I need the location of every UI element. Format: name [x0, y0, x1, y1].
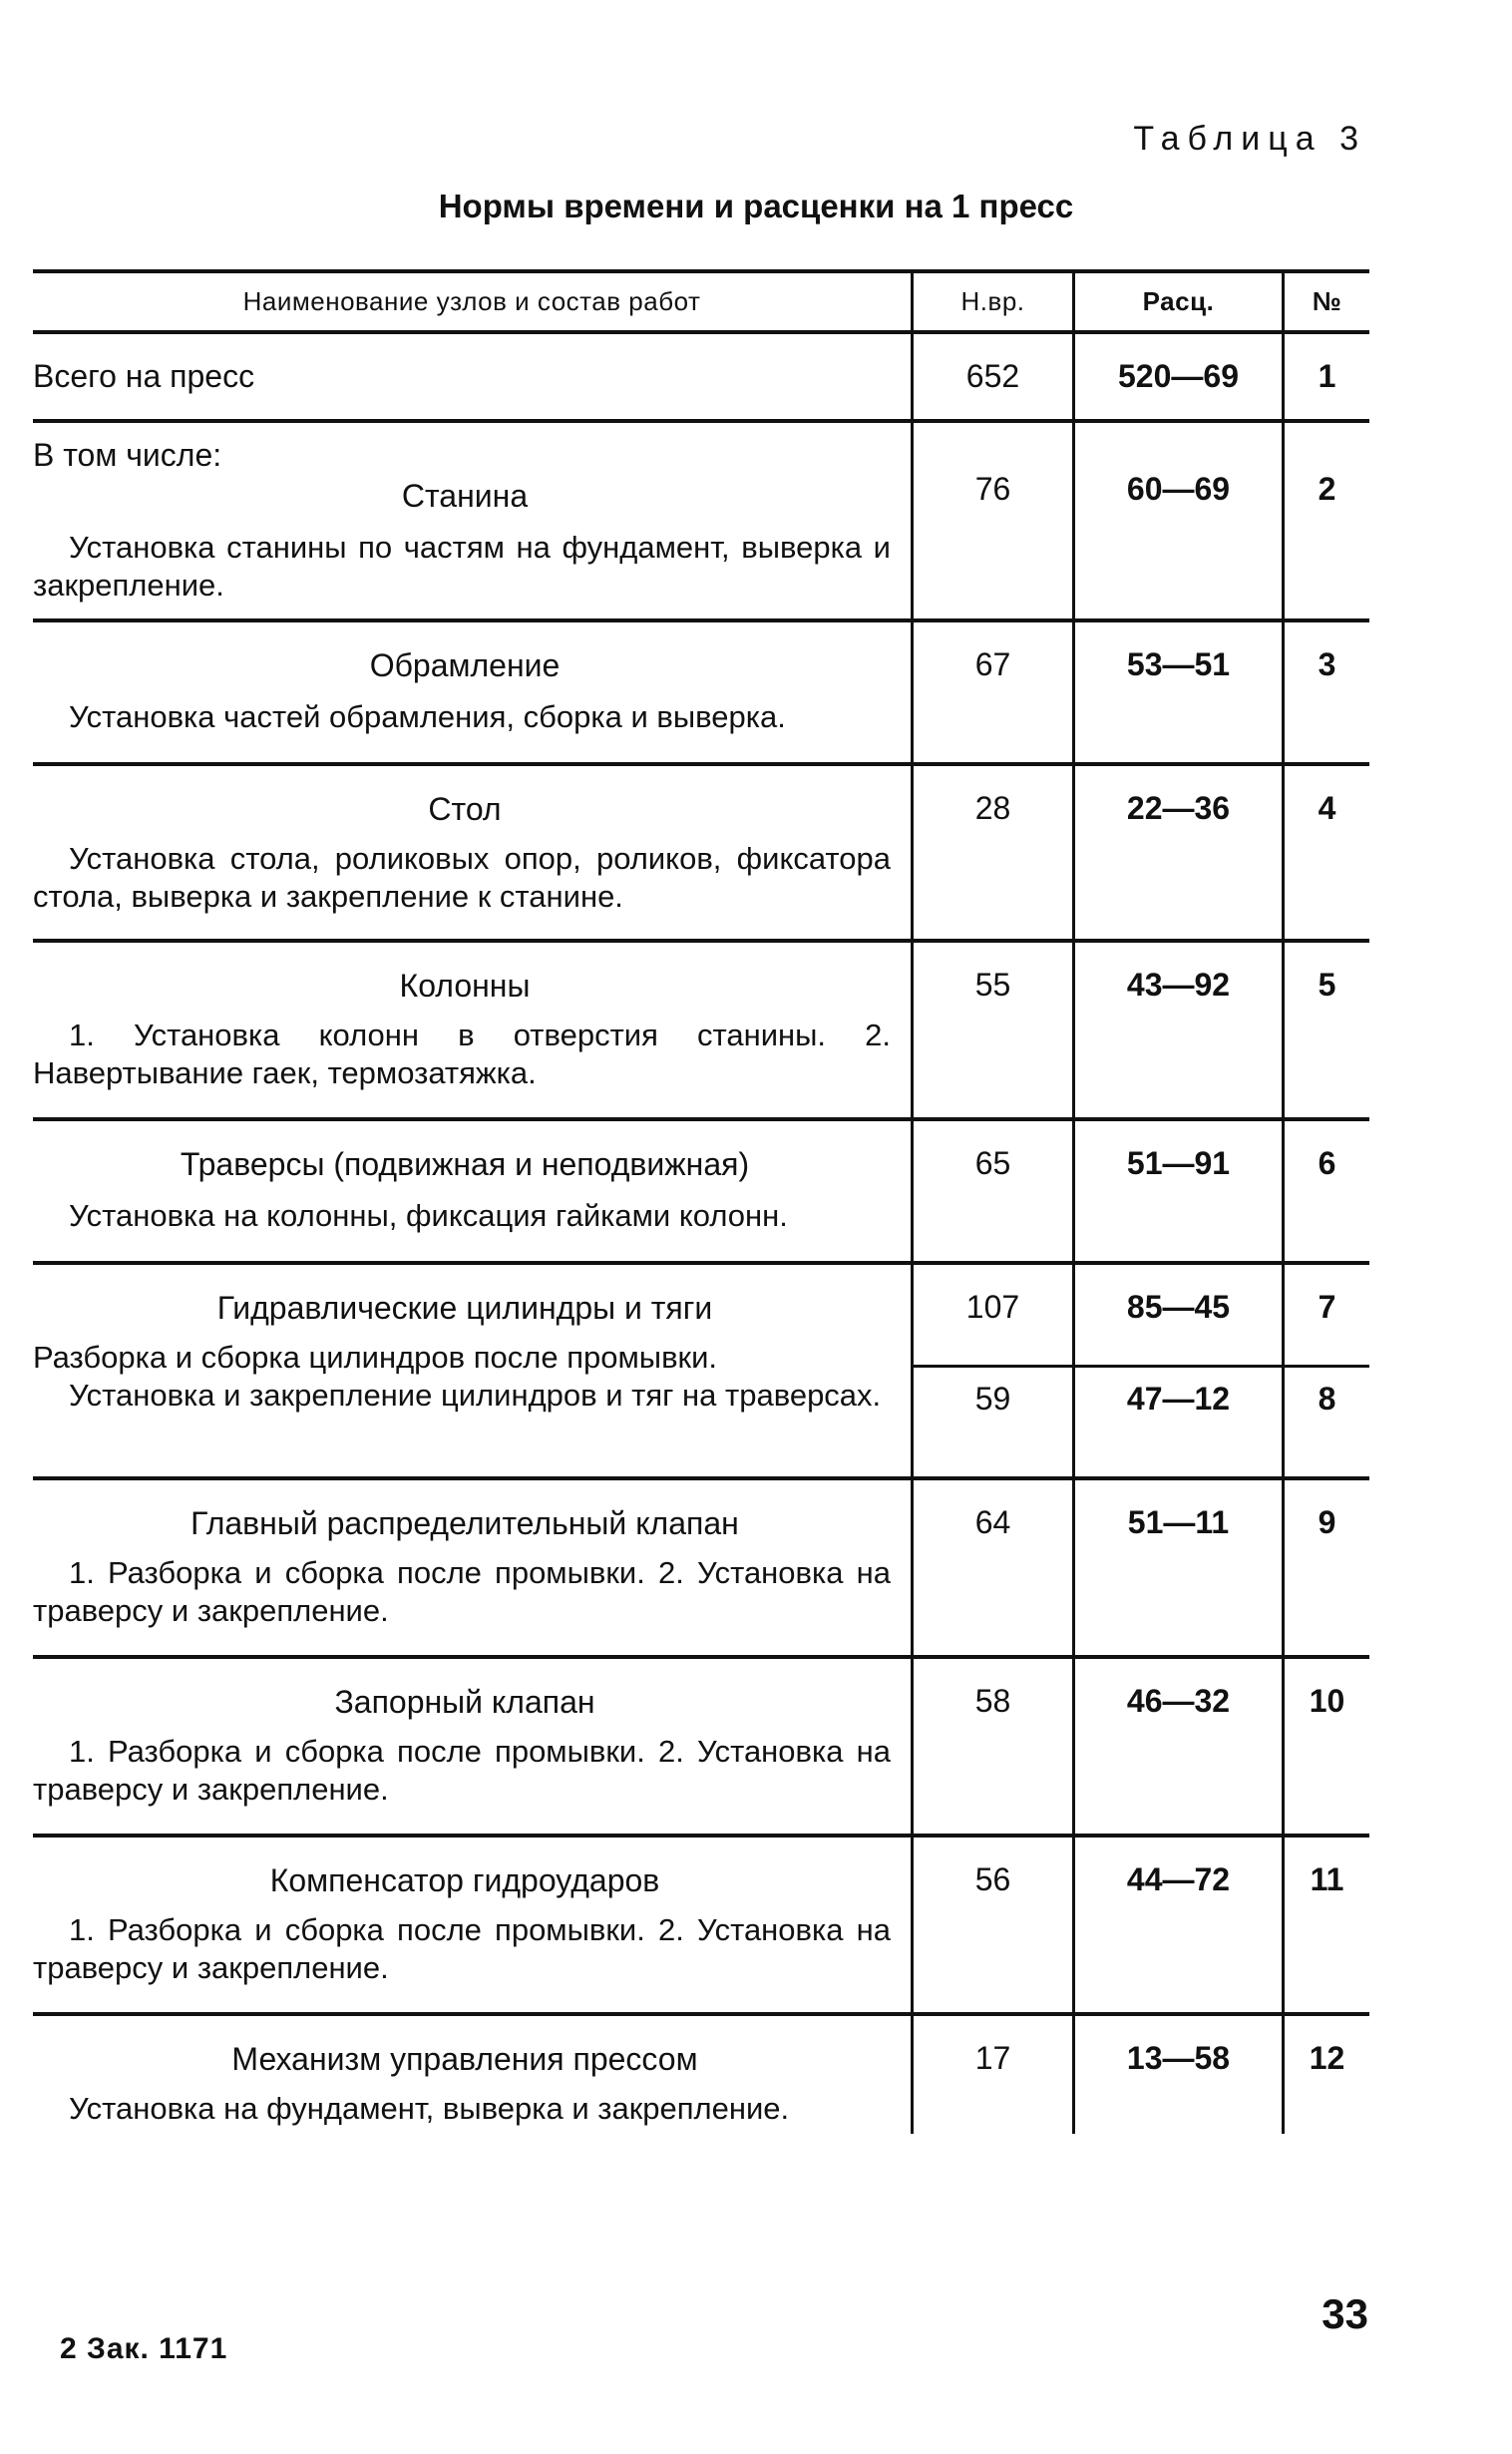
table-row [33, 1265, 1369, 1480]
table-row [33, 1121, 1369, 1265]
table-row [33, 622, 1369, 766]
section-title: Колонны [399, 968, 531, 1004]
table-row [33, 1480, 1369, 1659]
row-time: 67 [974, 646, 1011, 682]
table-row [33, 766, 1369, 943]
row-price: 53—51 [1126, 646, 1231, 682]
row-num: 8 [1318, 1381, 1336, 1417]
row-price: 47—12 [1126, 1381, 1231, 1417]
row-time: 28 [974, 790, 1011, 826]
col-header-name: Наименование узлов и состав работ [242, 286, 701, 316]
table-header [33, 269, 1369, 334]
norms-table [33, 269, 1369, 2134]
row-num: 2 [1318, 471, 1336, 507]
section-title: Механизм управления прессом [231, 2041, 698, 2077]
row-num: 10 [1309, 1683, 1345, 1719]
row-num: 6 [1318, 1145, 1336, 1181]
row-num: 3 [1318, 646, 1336, 682]
row-time: 17 [974, 2040, 1011, 2076]
table-row [33, 943, 1369, 1121]
row-time: 64 [974, 1504, 1011, 1540]
section-title: Стол [428, 791, 502, 827]
table-row [33, 1838, 1369, 2016]
table-row [33, 423, 1369, 622]
section-description: Разборка и сборка цилиндров после промывки. [33, 1340, 718, 1375]
section-description: Установка на фундамент, выверка и закрепление. [69, 2091, 790, 2126]
row-time: 56 [974, 1861, 1011, 1897]
table-row [33, 1659, 1369, 1838]
section-description: Установка частей обрамления, сборка и выверка. [69, 699, 786, 734]
row-time: 65 [974, 1145, 1011, 1181]
section-description: Установка станины по частям на фундамент, выверка и закрепление. [33, 530, 891, 603]
section-description: Установка и закрепление цилиндров и тяг на траверсах. [69, 1378, 882, 1413]
row-time: 55 [974, 967, 1011, 1003]
section-title: Компенсатор гидроударов [269, 1862, 660, 1898]
page-number: 33 [1322, 2290, 1368, 2337]
section-title: Станина [401, 478, 529, 514]
row-price: 60—69 [1126, 471, 1231, 507]
row-time: 76 [974, 471, 1011, 507]
total-label: Всего на пресс [33, 358, 255, 394]
row-time: 58 [974, 1683, 1011, 1719]
section-description: Установка на колонны, фиксация гайками колонн. [69, 1198, 788, 1233]
table-row-total [33, 334, 1369, 423]
section-title: Запорный клапан [334, 1684, 595, 1720]
col-header-price: Расц. [1142, 286, 1215, 316]
table-row [33, 2016, 1369, 2134]
section-title: Главный распределительный клапан [190, 1505, 739, 1541]
row-num: 9 [1318, 1504, 1336, 1540]
row-price: 51—91 [1126, 1145, 1231, 1181]
section-pre-label: В том числе: [33, 437, 222, 473]
col-header-time: Н.вр. [960, 286, 1025, 316]
row-time: 59 [974, 1381, 1011, 1417]
section-description: 1. Разборка и сборка после промывки. 2. Установка на траверсу и закрепление. [33, 1555, 891, 1628]
row-price: 46—32 [1126, 1683, 1231, 1719]
row-price: 51—11 [1127, 1504, 1230, 1540]
total-price: 520—69 [1118, 358, 1239, 394]
row-price: 43—92 [1126, 967, 1231, 1003]
section-description: Установка стола, роликовых опор, роликов, фиксатора стола, выверка и закрепление к станине. [33, 841, 891, 914]
table-label: Таблица 3 [1133, 120, 1366, 158]
total-num: 1 [1318, 358, 1336, 394]
row-num: 5 [1318, 967, 1336, 1003]
table-title: Нормы времени и расценки на 1 пресс [438, 188, 1074, 224]
row-price: 13—58 [1126, 2040, 1231, 2076]
order-number: 2 Зак. 1171 [60, 2332, 228, 2365]
col-header-num: № [1312, 286, 1342, 316]
row-price: 22—36 [1126, 790, 1231, 826]
row-time: 107 [965, 1289, 1020, 1325]
row-num: 4 [1318, 790, 1336, 826]
section-title: Гидравлические цилиндры и тяги [216, 1290, 713, 1326]
row-num: 7 [1318, 1289, 1336, 1325]
row-num: 12 [1309, 2040, 1345, 2076]
row-num: 11 [1310, 1861, 1344, 1897]
section-description: 1. Разборка и сборка после промывки. 2. Установка на траверсу и закрепление. [33, 1912, 891, 1985]
section-description: 1. Разборка и сборка после промывки. 2. Установка на траверсу и закрепление. [33, 1734, 891, 1807]
section-title: Траверсы (подвижная и неподвижная) [180, 1146, 750, 1182]
total-time: 652 [965, 358, 1020, 394]
section-title: Обрамление [369, 647, 561, 683]
row-price: 44—72 [1126, 1861, 1231, 1897]
section-description: 1. Установка колонн в отверстия станины. 2. Навертывание гаек, термозатяжка. [33, 1018, 891, 1090]
row-price: 85—45 [1126, 1289, 1231, 1325]
